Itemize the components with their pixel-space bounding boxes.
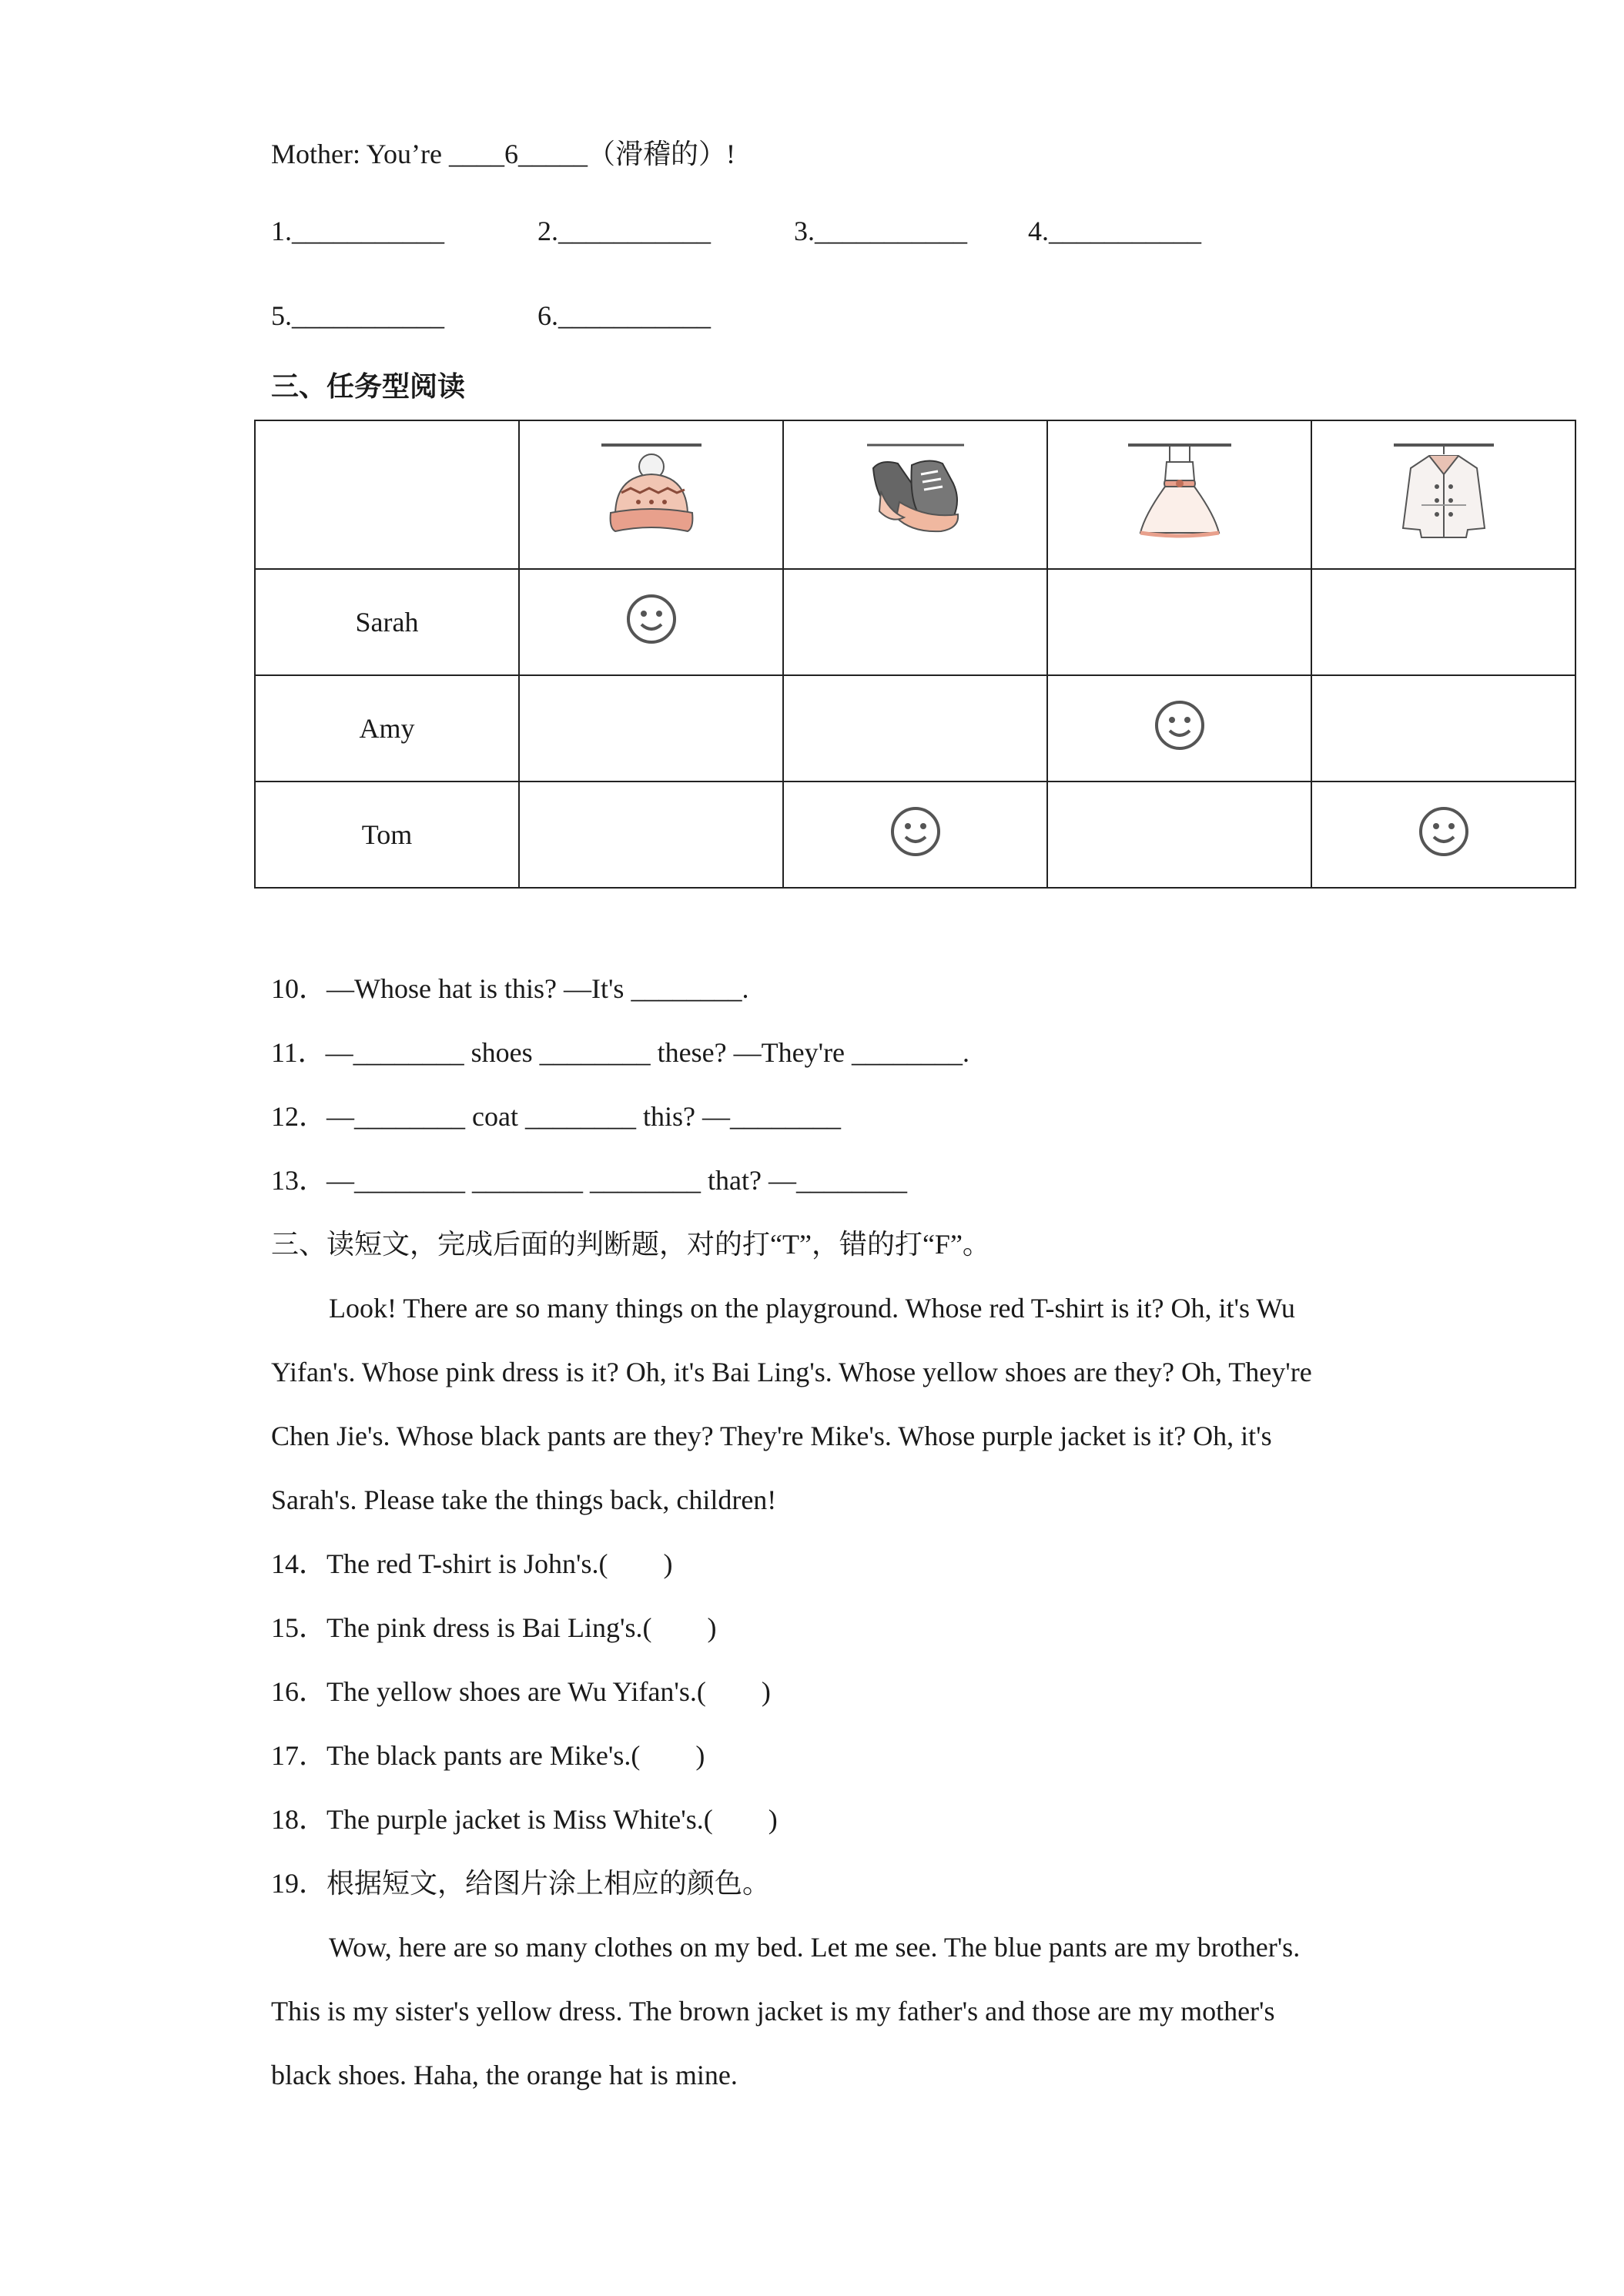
row-name: Tom xyxy=(255,782,519,888)
check-cell xyxy=(783,569,1047,675)
check-cell xyxy=(1311,675,1575,782)
check-cell xyxy=(783,675,1047,782)
check-cell xyxy=(1311,569,1575,675)
check-cell xyxy=(1047,569,1311,675)
blank-1[interactable]: 1.___________ xyxy=(271,216,444,246)
question-13: 13．—________ ________ ________ that? —________ xyxy=(271,1165,907,1196)
table-header-row xyxy=(255,420,1575,569)
section-heading-task-reading: 三、任务型阅读 xyxy=(271,371,466,402)
statement-17: 17．The black pants are Mike's.( ) xyxy=(271,1740,705,1771)
ownership-table xyxy=(254,420,1576,889)
passage-line: Sarah's. Please take the things back, children! xyxy=(271,1484,777,1515)
row-name: Amy xyxy=(255,675,519,782)
check-cell xyxy=(1311,782,1575,888)
blank-6[interactable]: 6.___________ xyxy=(537,300,711,331)
statement-14: 14．The red T-shirt is John's.( ) xyxy=(271,1548,673,1579)
blank-2[interactable]: 2.___________ xyxy=(537,216,711,246)
check-cell xyxy=(519,782,783,888)
winter-hat-icon xyxy=(594,437,709,545)
question-10: 10．—Whose hat is this? —It's ________. xyxy=(271,973,749,1004)
blank-3[interactable]: 3.___________ xyxy=(794,216,967,246)
smiley-face-icon xyxy=(889,805,943,858)
statement-16: 16．The yellow shoes are Wu Yifan's.( ) xyxy=(271,1676,771,1707)
statement-15: 15．The pink dress is Bai Ling's.( ) xyxy=(271,1612,717,1643)
statement-18: 18．The purple jacket is Miss White's.( ) xyxy=(271,1804,778,1835)
row-name: Sarah xyxy=(255,569,519,675)
table-row xyxy=(255,782,1575,888)
section-heading-reading: 三、读短文，完成后面的判断题，对的打“T”，错的打“F”。 xyxy=(271,1229,990,1260)
blank-4[interactable]: 4.___________ xyxy=(1028,216,1201,246)
coat-icon xyxy=(1386,437,1502,545)
passage-line: This is my sister's yellow dress. The brown jacket is my father's and those are my mother's xyxy=(271,1996,1275,2027)
passage-line: Chen Jie's. Whose black pants are they? They're Mike's. Whose purple jacket is it? Oh, it's xyxy=(271,1421,1272,1451)
passage-line: Yifan's. Whose pink dress is it? Oh, it's Bai Ling's. Whose yellow shoes are they? Oh, They're xyxy=(271,1357,1312,1387)
check-cell xyxy=(519,675,783,782)
blank-5[interactable]: 5.___________ xyxy=(271,300,444,331)
question-12: 12．—________ coat ________ this? —________ xyxy=(271,1101,841,1132)
table-row xyxy=(255,569,1575,675)
table-header-hat xyxy=(519,420,783,569)
question-19-instruction: 19．根据短文，给图片涂上相应的颜色。 xyxy=(271,1868,771,1899)
passage-line: Wow, here are so many clothes on my bed. Let me see. The blue pants are my brother's. xyxy=(329,1932,1301,1963)
question-11: 11．—________ shoes ________ these? —They're ________. xyxy=(271,1037,970,1068)
dress-icon xyxy=(1122,437,1237,545)
check-cell xyxy=(1047,675,1311,782)
table-header-coat xyxy=(1311,420,1575,569)
mother-line: Mother: You’re ____6_____（滑稽的）! xyxy=(271,139,735,169)
smiley-face-icon xyxy=(624,592,678,646)
smiley-face-icon xyxy=(1153,698,1207,752)
table-row xyxy=(255,675,1575,782)
check-cell xyxy=(783,782,1047,888)
table-header-dress xyxy=(1047,420,1311,569)
table-corner-cell xyxy=(255,420,519,569)
passage-line: black shoes. Haha, the orange hat is mine. xyxy=(271,2060,738,2090)
smiley-face-icon xyxy=(1417,805,1471,858)
passage-line: Look! There are so many things on the playground. Whose red T-shirt is it? Oh, it's Wu xyxy=(329,1293,1295,1324)
sneakers-icon xyxy=(858,437,973,545)
check-cell xyxy=(519,569,783,675)
table-header-shoes xyxy=(783,420,1047,569)
check-cell xyxy=(1047,782,1311,888)
